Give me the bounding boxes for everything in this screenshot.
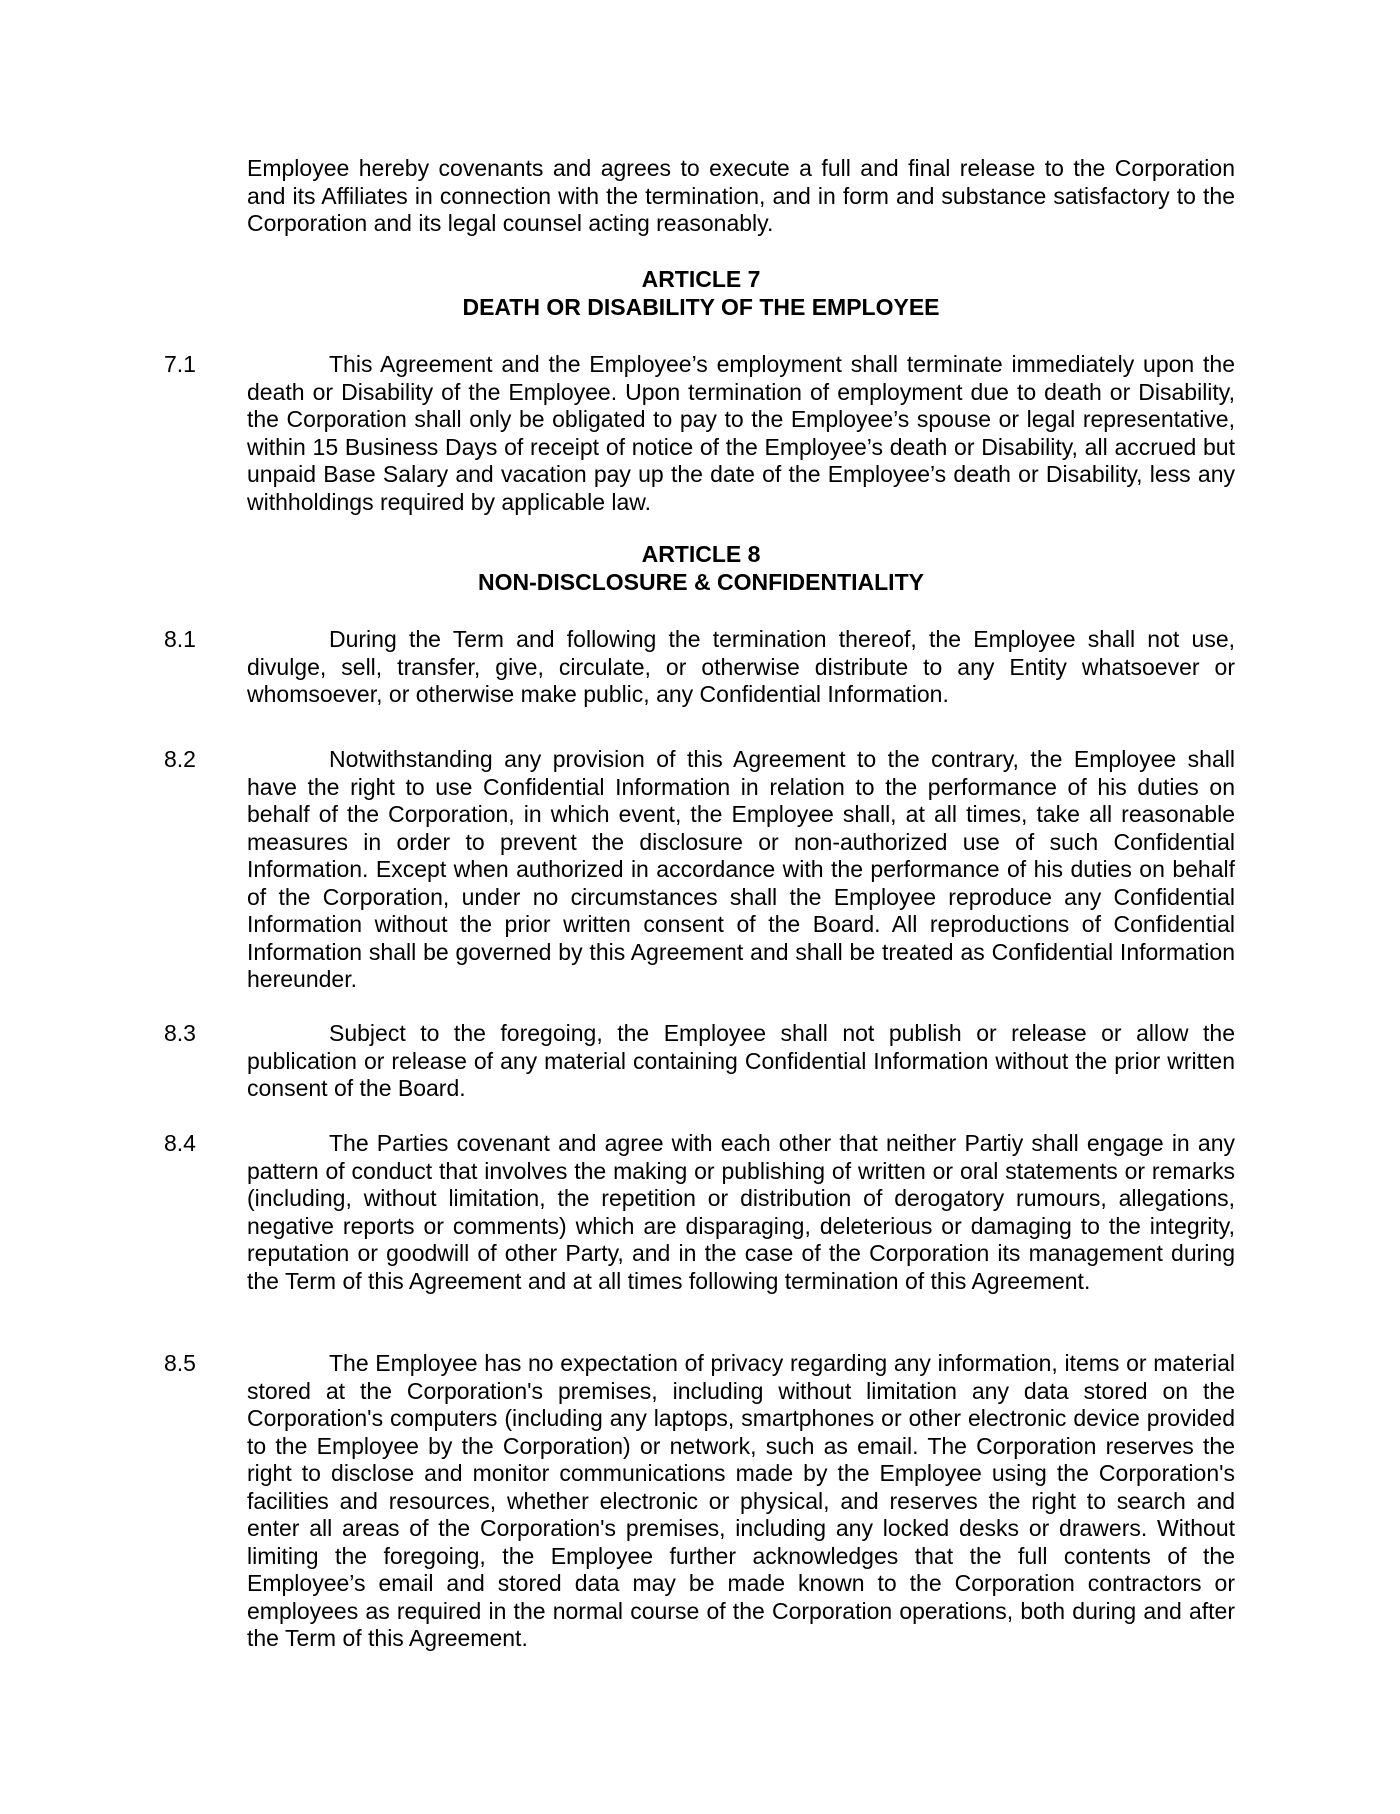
section-8-4-body: The Parties covenant and agree with each other that neither Partiy shall engage in any pattern of conduct that involves the making or publishing of written or oral statements or remarks (including, without limitation, the repetition or distribution of derogatory rumours, allegations, negative reports or comments) which are disparaging, deleterious or damaging to the integrity, reputation or goodwill of other Party, and in the case of the Corporation its management during the Term of this Agreement and at all times following termination of this Agreement.	[247, 1130, 1235, 1294]
section-8-1-text	[247, 626, 1235, 709]
section-7-1-text	[247, 351, 1235, 516]
article-8-title: NON-DISCLOSURE & CONFIDENTIALITY	[478, 568, 924, 595]
article-7-title: DEATH OR DISABILITY OF THE EMPLOYEE	[462, 293, 940, 320]
article-7-number: ARTICLE 7	[641, 266, 761, 292]
section-8-5-number: 8.5	[164, 1350, 196, 1376]
section-8-3-text	[247, 1020, 1235, 1103]
section-8-4-number: 8.4	[164, 1130, 196, 1156]
section-7-1-number: 7.1	[164, 351, 196, 377]
section-8-4-text	[247, 1130, 1235, 1295]
article-8-number: ARTICLE 8	[641, 541, 761, 567]
section-8-2-number: 8.2	[164, 746, 196, 772]
section-8-2-body: Notwithstanding any provision of this Agreement to the contrary, the Employee shall have the right to use Confidential Information in relation to the performance of his duties on behalf of the Corporation, in which event, the Employee shall, at all times, take all reasonable measures in order to prevent the disclosure or non-authorized use of such Confidential Information. Except when authorized in accordance with the performance of his duties on behalf of the Corporation, under no circumstances shall the Employee reproduce any Confidential Information without the prior written consent of the Board. All reproductions of Confidential Information shall be governed by this Agreement and shall be treated as Confidential Information hereunder.	[247, 746, 1235, 992]
section-8-3-number: 8.3	[164, 1020, 196, 1046]
section-8-1-number: 8.1	[164, 626, 196, 652]
section-8-2-text	[247, 746, 1235, 994]
section-8-5-body: The Employee has no expectation of privacy regarding any information, items or material stored at the Corporation's premises, including without limitation any data stored on the Corporation's computers (including any laptops, smartphones or other electronic device provided to the Employee by the Corporation) or network, such as email. The Corporation reserves the right to disclose and monitor communications made by the Employee using the Corporation's facilities and resources, whether electronic or physical, and reserves the right to search and enter all areas of the Corporation's premises, including any locked desks or drawers. Without limiting the foregoing, the Employee further acknowledges that the full contents of the Employee’s email and stored data may be made known to the Corporation contractors or employees as required in the normal course of the Corporation operations, both during and after the Term of this Agreement.	[247, 1350, 1235, 1651]
intro-paragraph: Employee hereby covenants and agrees to execute a full and final release to the Corporation and its Affiliates in connection with the termination, and in form and substance satisfactory to the Corporation and its legal counsel acting reasonably.	[247, 155, 1235, 236]
article-8-heading	[247, 541, 1155, 596]
article-7-heading	[247, 266, 1155, 321]
section-8-1-body: During the Term and following the termination thereof, the Employee shall not use, divulge, sell, transfer, give, circulate, or otherwise distribute to any Entity whatsoever or whomsoever, or otherwise make public, any Confidential Information.	[247, 626, 1235, 707]
section-8-5-text	[247, 1350, 1235, 1653]
section-8-3-body: Subject to the foregoing, the Employee shall not publish or release or allow the publication or release of any material containing Confidential Information without the prior written consent of the Board.	[247, 1020, 1235, 1101]
section-7-1-body: This Agreement and the Employee’s employment shall terminate immediately upon the death or Disability of the Employee. Upon termination of employment due to death or Disability, the Corporation shall only be obligated to pay to the Employee’s spouse or legal representative, within 15 Business Days of receipt of notice of the Employee’s death or Disability, all accrued but unpaid Base Salary and vacation pay up the date of the Employee’s death or Disability, less any withholdings required by applicable law.	[247, 351, 1235, 515]
